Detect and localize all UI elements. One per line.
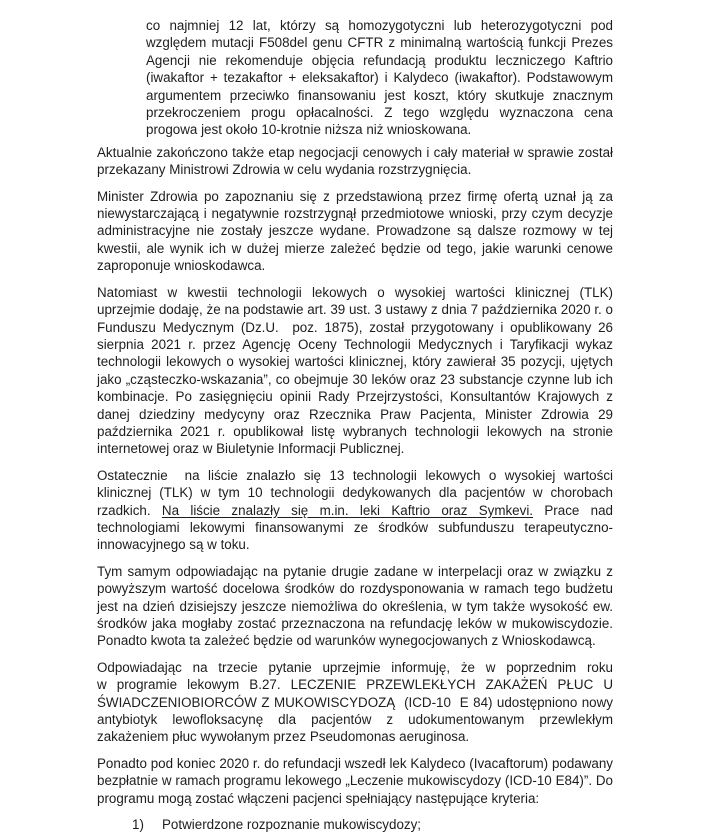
paragraph-negotiations-status: Aktualnie zakończono także etap negocjacji cenowych i cały materiał w sprawie został przekazany Ministrowi Zdrowia w celu wydania rozstrzygnięcia. bbox=[97, 144, 613, 178]
paragraph-third-question: Odpowiadając na trzecie pytanie uprzejmie informuję, że w poprzednim roku w programie lekowym B.27. LECZENIE PRZEWLEKŁYCH ZAKAŻEŃ PŁUC U ŚWIADCZENIOBIORCÓW Z MUKOWISCYDOZĄ (ICD-10 E 84) udostępniono nowy antybiotyk lewofloksacynę dla pacjentów z udokumentowanym przewlekłym zakażeniem płuc wywołanym przez Pseudomonas aeruginosa. bbox=[97, 659, 613, 745]
paragraph-final-list-underlined: Na liście znalazły się m.in. leki Kaftrio oraz Symkevi. bbox=[161, 502, 534, 518]
paragraph-final-list-tail: Prace nad technologiami lekowymi finansowanymi ze środków subfunduszu terapeutyczno-innowacyjnego są w toku. bbox=[97, 502, 613, 553]
paragraph-final-list-lead: Ostatecznie na liście znalazło się 13 technologii lekowych o wysokiej wartości klinicznej (TLK) w tym 10 technologii dedykowanych dla pacjentów w chorobach rzadkich. bbox=[97, 467, 613, 518]
paragraph-minister-decision: Minister Zdrowia po zapoznaniu się z przedstawioną przez firmę ofertą uznał ją za niewystarczającą i negatywnie rozstrzygnął przedmiotowe wnioski, przy czym decyzje administracyjne nie zostały jeszcze wydane. Prowadzone są dalsze rozmowy w tej kwestii, ale wynik ich w dużej mierze zależeć będzie od tego, jakie warunki cenowe zaproponuje wnioskodawca. bbox=[97, 188, 613, 274]
paragraph-budget-answer: Tym samym odpowiadając na pytanie drugie zadane w interpelacji oraz w związku z powyższym wartość docelowa środków do rozdysponowania w ramach tego budżetu jest na dzień dzisiejszy jeszcze niemożliwa do określenia, w tym także wysokość ew. środków jaka mogłaby zostać przeznaczona na refundację leków w mukowiscydozie. Ponadto kwota ta zależeć będzie od warunków wynegocjowanych z Wnioskodawcą. bbox=[97, 563, 613, 649]
paragraph-kalydeco-program: Ponadto pod koniec 2020 r. do refundacji wszedł lek Kalydeco (Ivacaftorum) podawany bezpłatnie w ramach programu lekowego „Leczenie mukowiscydozy (ICD-10 E84)”. Do programu mogą zostać włączeni pacjenci spełniający następujące kryteria: bbox=[97, 755, 613, 806]
list-item-text: Potwierdzone rozpoznanie mukowiscydozy; bbox=[162, 817, 422, 833]
list-item-criterion-1 bbox=[97, 816, 613, 833]
document-page bbox=[97, 17, 613, 833]
list-item-marker: 1) bbox=[132, 817, 144, 833]
paragraph-tlk-list: Natomiast w kwestii technologii lekowych o wysokiej wartości klinicznej (TLK) uprzejmie dodaję, że na podstawie art. 39 ust. 3 ustawy z dnia 7 października 2020 r. o Funduszu Medycznym (Dz.U. poz. 1875), został przygotowany i opublikowany 26 sierpnia 2021 r. przez Agencję Oceny Technologii Medycznych i Taryfikacji wykaz technologii lekowych o wysokiej wartości klinicznej, który zawierał 35 pozycji, ujętych jako „cząsteczko-wskazania”, co obejmuje 30 leków oraz 23 substancje czynne lub ich kombinacje. Po zasięgnięciu opinii Rady Przejrzystości, Konsultantów Krajowych z danej dziedziny medycyny oraz Rzecznika Praw Pacjenta, Minister Zdrowia 29 października 2021 r. opublikował listę wybranych technologii lekowych na stronie internetowej oraz w Biuletynie Informacji Publicznej. bbox=[97, 284, 613, 457]
paragraph-recommendation: co najmniej 12 lat, którzy są homozygotyczni lub heterozygotyczni pod względem mutacji F508del genu CFTR z minimalną wartością funkcji Prezes Agencji nie rekomenduje objęcia refundacją produktu leczniczego Kaftrio (iwakaftor + tezakaftor + eleksakaftor) i Kalydeco (iwakaftor). Podstawowym argumentem przeciwko finansowaniu jest koszt, który skutkuje znacznym przekroczeniem progu opłacalności. Z tego względu wyznaczona cena progowa jest około 10-krotnie niższa niż wnioskowana. bbox=[146, 18, 613, 138]
paragraph-final-list bbox=[97, 467, 613, 554]
